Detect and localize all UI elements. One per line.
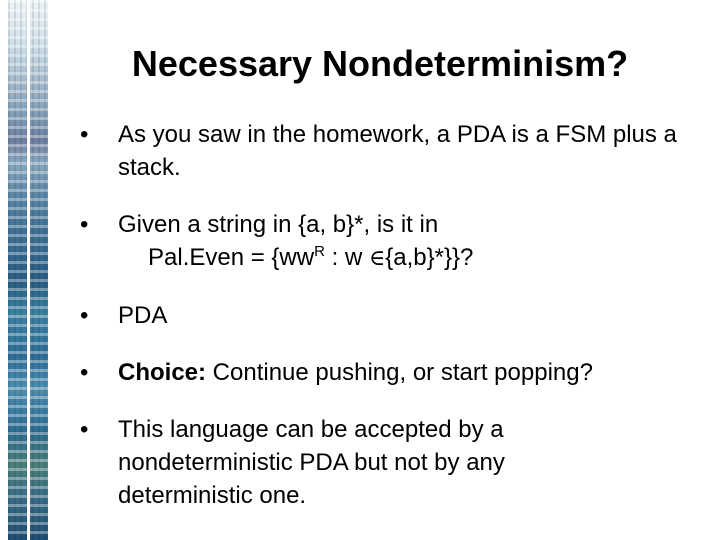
bullet-line: Given a string in {a, b}*, is it in xyxy=(118,211,439,238)
bullet-bold-label: Choice: xyxy=(118,359,207,386)
bullet-text: As you saw in the homework, a PDA is a FSM plus a stack. xyxy=(118,121,677,181)
bullet-dot: • xyxy=(80,302,89,329)
bullet-list xyxy=(80,118,700,512)
bullet-item xyxy=(80,413,580,512)
bullet-line-formula xyxy=(148,241,700,275)
bullet-dot: • xyxy=(80,359,89,386)
bullet-item xyxy=(80,299,700,332)
formula-suffix: {a,b}*}}? xyxy=(385,244,474,271)
element-of-symbol: ∈ xyxy=(368,246,386,271)
slide-title: Necessary Nondeterminism? xyxy=(131,43,629,84)
bullet-rest: Continue pushing, or start popping? xyxy=(206,359,593,386)
bullet-item xyxy=(80,356,700,389)
formula-prefix: Pal.Even = {ww xyxy=(148,244,315,271)
bullet-text: PDA xyxy=(118,302,168,329)
bullet-text xyxy=(118,208,700,275)
bullet-dot: • xyxy=(80,121,89,148)
bullet-item xyxy=(80,118,680,184)
stripe-divider xyxy=(27,0,30,540)
bullet-dot: • xyxy=(80,416,89,443)
bullet-dot: • xyxy=(80,211,89,238)
bullet-item xyxy=(80,208,700,275)
bullet-text: This language can be accepted by a nondeterministic PDA but not by any deterministic one. xyxy=(118,416,505,509)
formula-superscript: R xyxy=(314,243,325,260)
bullet-text xyxy=(118,356,700,389)
formula-middle: : w xyxy=(324,244,369,271)
